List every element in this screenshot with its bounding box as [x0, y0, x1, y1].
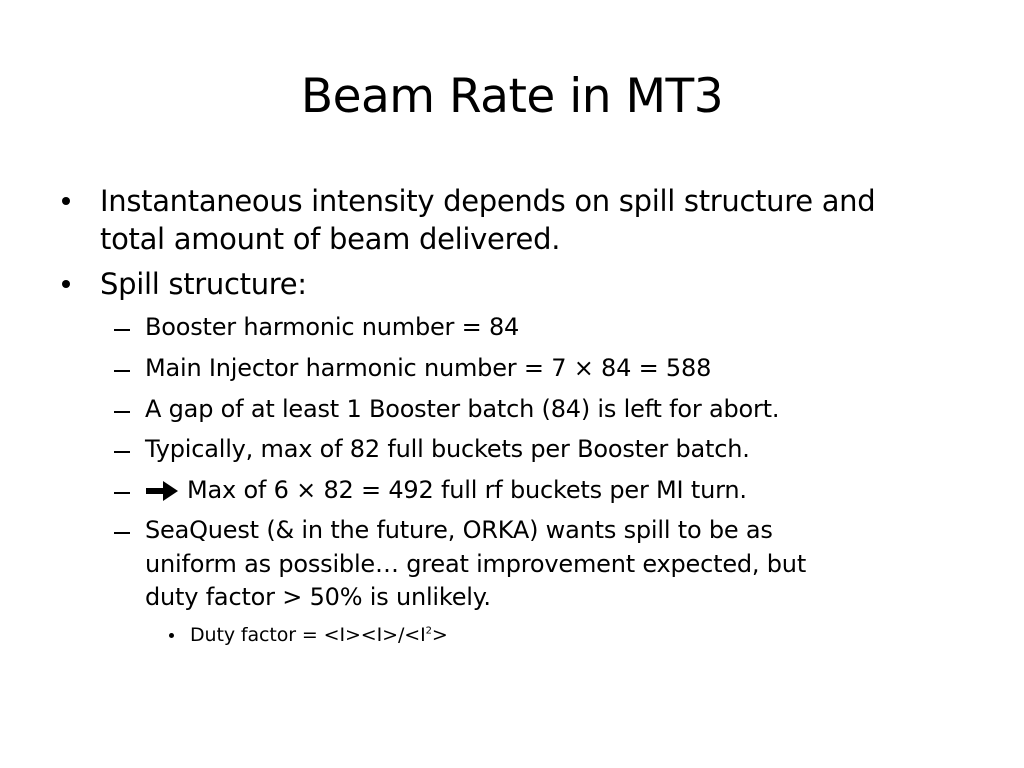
duty-factor-end: >: [431, 624, 448, 646]
bullet-2-line-1: Spill structure:: [100, 267, 307, 301]
bullet-1-line-2: total amount of beam delivered.: [100, 222, 561, 256]
sub-item-5-text: Max of 6 × 82 = 492 full rf buckets per MI turn.: [187, 476, 747, 504]
slide-title: Beam Rate in MT3: [300, 69, 724, 124]
right-arrow-icon: [145, 480, 179, 502]
sub-item-6-line-1: SeaQuest (& in the future, ORKA) wants spill to be as: [145, 516, 773, 544]
sub-item-5: [145, 474, 747, 506]
dash-icon: [114, 492, 130, 494]
dash-icon: [114, 532, 130, 534]
bullet-1-line-1: Instantaneous intensity depends on spill structure and: [100, 184, 876, 218]
sub-item-3: A gap of at least 1 Booster batch (84) is left for abort.: [145, 395, 780, 423]
dash-icon: [114, 370, 130, 372]
sub-item-6-line-3: duty factor > 50% is unlikely.: [145, 583, 491, 611]
dash-icon: [114, 451, 130, 453]
bullet-icon: [62, 197, 70, 205]
superscript: 2: [425, 625, 432, 637]
bullet-icon: [169, 633, 174, 638]
dash-icon: [114, 329, 130, 331]
sub-item-4: Typically, max of 82 full buckets per Booster batch.: [145, 435, 750, 463]
dash-icon: [114, 411, 130, 413]
duty-factor-text: Duty factor = <I><I>/<I: [190, 624, 426, 646]
sub-item-6-line-2: uniform as possible… great improvement expected, but: [145, 550, 807, 578]
sub-sub-item-1: [190, 622, 448, 648]
sub-item-1: Booster harmonic number = 84: [145, 313, 520, 341]
sub-item-2: Main Injector harmonic number = 7 × 84 = 588: [145, 354, 712, 382]
bullet-icon: [62, 280, 70, 288]
